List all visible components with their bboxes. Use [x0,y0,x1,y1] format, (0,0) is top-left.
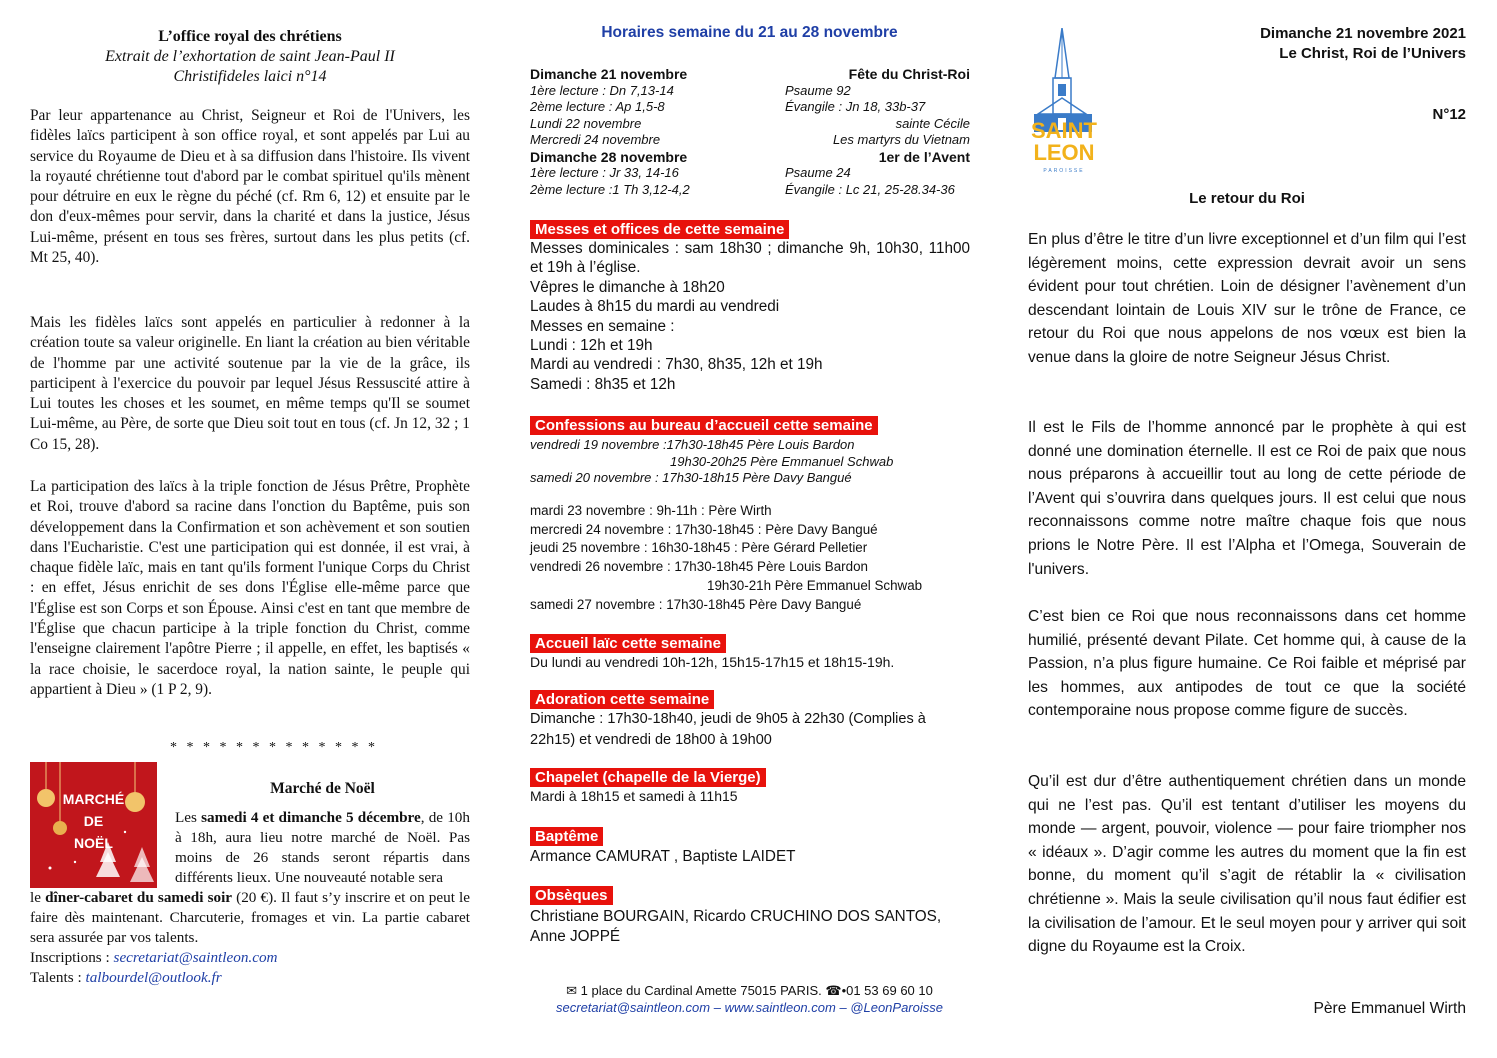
paragraph-1: Par leur appartenance au Christ, Seigneur et Roi de l'Univers, les fidèles laïcs participent à son office royal, et sont appelés par Lui au service du Royaume de Dieu et à sa diffusion dans l'histoire. Ils vivent la royauté chrétienne tout d'abord par le combat spirituel qu'ils mènent pour détruire en eux le règne du péché (cf. Rm 6, 12) et ensuite par le don d'eux-mêmes pour servir, dans la charité et dans la justice, Jésus Lui-même, présent en tous ses frères, surtout dans les plus petits (cf. Mt 25, 40). [30,107,470,267]
saint-leon-logo [1028,28,1100,178]
bapteme-section-body: Armance CAMURAT , Baptiste LAIDET [530,848,796,865]
article-paragraph-3: C’est bien ce Roi que nous reconnaissons dans cet homme humilié, présenté devant Pilate. Cet homme qui, à cause de la Passion, n’a plus figure humaine. Ce Roi faible et méprisé par les hommes, aux antipodes de tout ce que la société contemporaine nous propose comme figure de succès. [1028,608,1466,720]
confessions-week-list: mardi 23 novembre : 9h-11h : Père Wirth mercredi 24 novembre : 17h30-18h45 : Père Davy Bangué jeudi 25 novembre : 16h30-18h45 : Père Gérard Pelletier vendredi 26 novembre : 17h30-18h45 Père Louis Bardon 19h30-21h Père Emmanuel Schwab samedi 27 novembre : 17h30-18h45 Père Davy Bangué [530,503,923,612]
schedule-row: Mercredi 24 novembre Les martyrs du Vietnam [530,132,970,147]
talents-email-link[interactable]: talbourdel@outlook.fr [85,969,222,986]
office-royal-title: L’office royal des chrétiens [158,28,342,45]
paragraph-2: Mais les fidèles laïcs sont appelés en particulier à redonner à la création toute sa valeur originelle. En liant la création au bien véritable de l'homme par une activité soutenue par la vie de la grâce, ils participent à l'exercice du pouvoir par lequel Jésus Ressuscité attire à Lui toutes les choses et les soumet, en même temps qu'Il se soumet Lui-même, au Père, de sorte que Dieu soit tout en tous (cf. Jn 12, 32 ; 1 Co 15, 28). [30,314,470,453]
inscriptions-label: Inscriptions : [30,949,114,966]
logo-paroisse: PAROISSE [1043,168,1085,174]
article-paragraph-4: Qu’il est dur d’être authentiquement chrétien dans un monde qui ne l’est pas. Qu’il est tentant d’utiliser les moyens du monde — argent, pouvoir, violence — pour faire triompher nos « idéaux ». D’agir comme les autres du moment que la fin est bonne, du moment qu’il s’agit de rétablir la « civilisation chrétienne ». Mais la seule civilisation qu’il nous faut édifier est la civilisation de l’amour. Et le seul moyen pour y arriver qui soit digne du Royaume est la Croix. [1028,773,1466,956]
paragraph-3: La participation des laïcs à la triple fonction de Jésus Prêtre, Prophète et Roi, trouve d'abord sa racine dans l'onction du Baptême, puis son développement dans la Confirmation et son achèvement et son soutien dans l'Eucharistie. C'est une participation qui est donnée, il est vrai, à chaque fidèle laïc, mais en tant qu'ils forment l'unique Corps du Christ : en effet, Jésus enrichit de ses dons l'Église elle-même parce que l'Église est son Corps et son Épouse. Ainsi c'est en tant que membre de l'Église que chacun participe à la triple fonction du Christ, comme l'enseigne clairement l'apôtre Pierre ; il appelle, en effet, les baptisés « la race choisie, le sacerdoce royal, la nation sainte, le peuple qui appartient à Dieu » (1 P 2, 9). [30,478,470,698]
marche-de-noel-title: Marché de Noël [270,780,375,797]
christifideles-subtitle: Christifideles laici n°14 [173,68,327,85]
schedule-row: Dimanche 21 novembre Fête du Christ-Roi [530,66,970,82]
article-paragraph-1: En plus d’être le titre d’un livre exceptionnel et d’un film qui l’est légèrement moins, cette expression devrait avoir un sens évident pour tout chrétien. Loin de désigner l’avènement d’un descendant lointain de Louis XIV sur le trône de France, ce retour du Roi que nous appelons de nos vœux est bien la venue dans la gloire de notre Seigneur Jésus Christ. [1028,231,1466,366]
bapteme-section-heading: Baptême [530,827,603,846]
exhortation-subtitle: Extrait de l’exhortation de saint Jean-Paul II [105,48,395,65]
signature: Père Emmanuel Wirth [1313,1000,1466,1017]
chapelet-section-body: Mardi à 18h15 et samedi à 11h15 [530,788,738,804]
accueil-section-heading: Accueil laïc cette semaine [530,634,726,653]
issue-date: Dimanche 21 novembre 2021 [1260,25,1466,42]
marche-image-caption: MARCHÉ DE NOËL [62,791,125,851]
adoration-section-heading: Adoration cette semaine [530,690,714,709]
schedule-row: Dimanche 28 novembre 1er de l’Avent [530,148,970,165]
confessions-past-list: vendredi 19 novembre :17h30-18h45 Père Louis Bardon 19h30-20h25 Père Emmanuel Schwab samedi 20 novembre : 17h30-18h15 Père Davy Bangué [530,437,894,485]
article-paragraph-2: Il est le Fils de l’homme annoncé par le prophète à qui est donné une domination éternelle. Il est ce Roi de paix que nous nous préparons à accueillir tout au long de cette période de l’Avent qui s’ouvrira dans quelques jours. Il est celui que nous reconnaissons comme notre maître chaque fois que nous prions le Notre Père. Il est l’Alpha et l’Omega, Souverain de l'univers. [1028,419,1466,578]
feast-title: Le Christ, Roi de l’Univers [1279,45,1466,62]
schedule-row: 2ème lecture :1 Th 3,12-4,2 Évangile : Lc 21, 25-28.34-36 [530,181,955,197]
messes-section-heading: Messes et offices de cette semaine [530,220,789,239]
accueil-section-body: Du lundi au vendredi 10h-12h, 15h15-17h15 et 18h15-19h. [530,654,895,670]
schedule-row: 1ère lecture : Jr 33, 14-16 Psaume 24 [530,165,851,180]
obseques-section-body: Christiane BOURGAIN, Ricardo CRUCHINO DOS SANTOS, Anne JOPPÉ [530,908,942,945]
liturgy-schedule [530,66,970,198]
messes-section-body: Messes dominicales : sam 18h30 ; dimanche 9h, 10h30, 11h00 et 19h à l’église. Vêpres le dimanche à 18h20 Laudes à 8h15 du mardi au vendredi Messes en semaine : Lundi : 12h et 19h Mardi au vendredi : 7h30, 8h35, 12h et 19h Samedi : 8h35 et 12h [530,240,970,393]
confessions-section-heading: Confessions au bureau d’accueil cette semaine [530,416,878,435]
schedule-row: Lundi 22 novembre sainte Cécile [530,115,970,131]
separator-stars: * * * * * * * * * * * * * [170,740,378,755]
inscriptions-email-link[interactable]: secretariat@saintleon.com [113,949,278,966]
article-title: Le retour du Roi [1189,190,1305,207]
logo-wordmark: SAINT LEON [1031,118,1097,165]
marche-de-noel-text: Les samedi 4 et dimanche 5 décembre, de 10h à 18h, aura lieu notre marché de Noël. Pas moins de 26 stands seront répartis dans différents lieux. Une nouveauté notable sera le dîner-cabaret du samedi soir (20 €). Il faut s’y inscrire et on peut le faire dès maintenant. Charcuterie, fromages et vin. La partie cabaret sera assurée par vos talents. Inscriptions : secretariat@saintleon.com Talents : talbourdel@outlook.fr [30,809,470,986]
address-phone: ✉ 1 place du Cardinal Amette 75015 PARIS. ☎•01 53 69 60 10 [566,983,933,998]
obseques-section-heading: Obsèques [530,886,613,905]
chapelet-section-heading: Chapelet (chapelle de la Vierge) [530,768,766,787]
talents-label: Talents : [30,969,86,986]
horaires-title: Horaires semaine du 21 au 28 novembre [601,24,898,41]
schedule-row: 1ère lecture : Dn 7,13-14 Psaume 92 [530,82,851,98]
issue-number: N°12 [1432,106,1466,123]
issue-date-block [1260,24,1466,64]
schedule-row: 2ème lecture : Ap 1,5-8 Évangile : Jn 18, 33b-37 [530,99,926,114]
contact-links[interactable]: secretariat@saintleon.com – www.saintleon.com – @LeonParoisse [556,1000,943,1015]
adoration-section-body: Dimanche : 17h30-18h40, jeudi de 9h05 à 22h30 (Complies à 22h15) et vendredi de 18h00 à 19h00 [530,711,926,748]
contact-footer [527,982,972,1016]
